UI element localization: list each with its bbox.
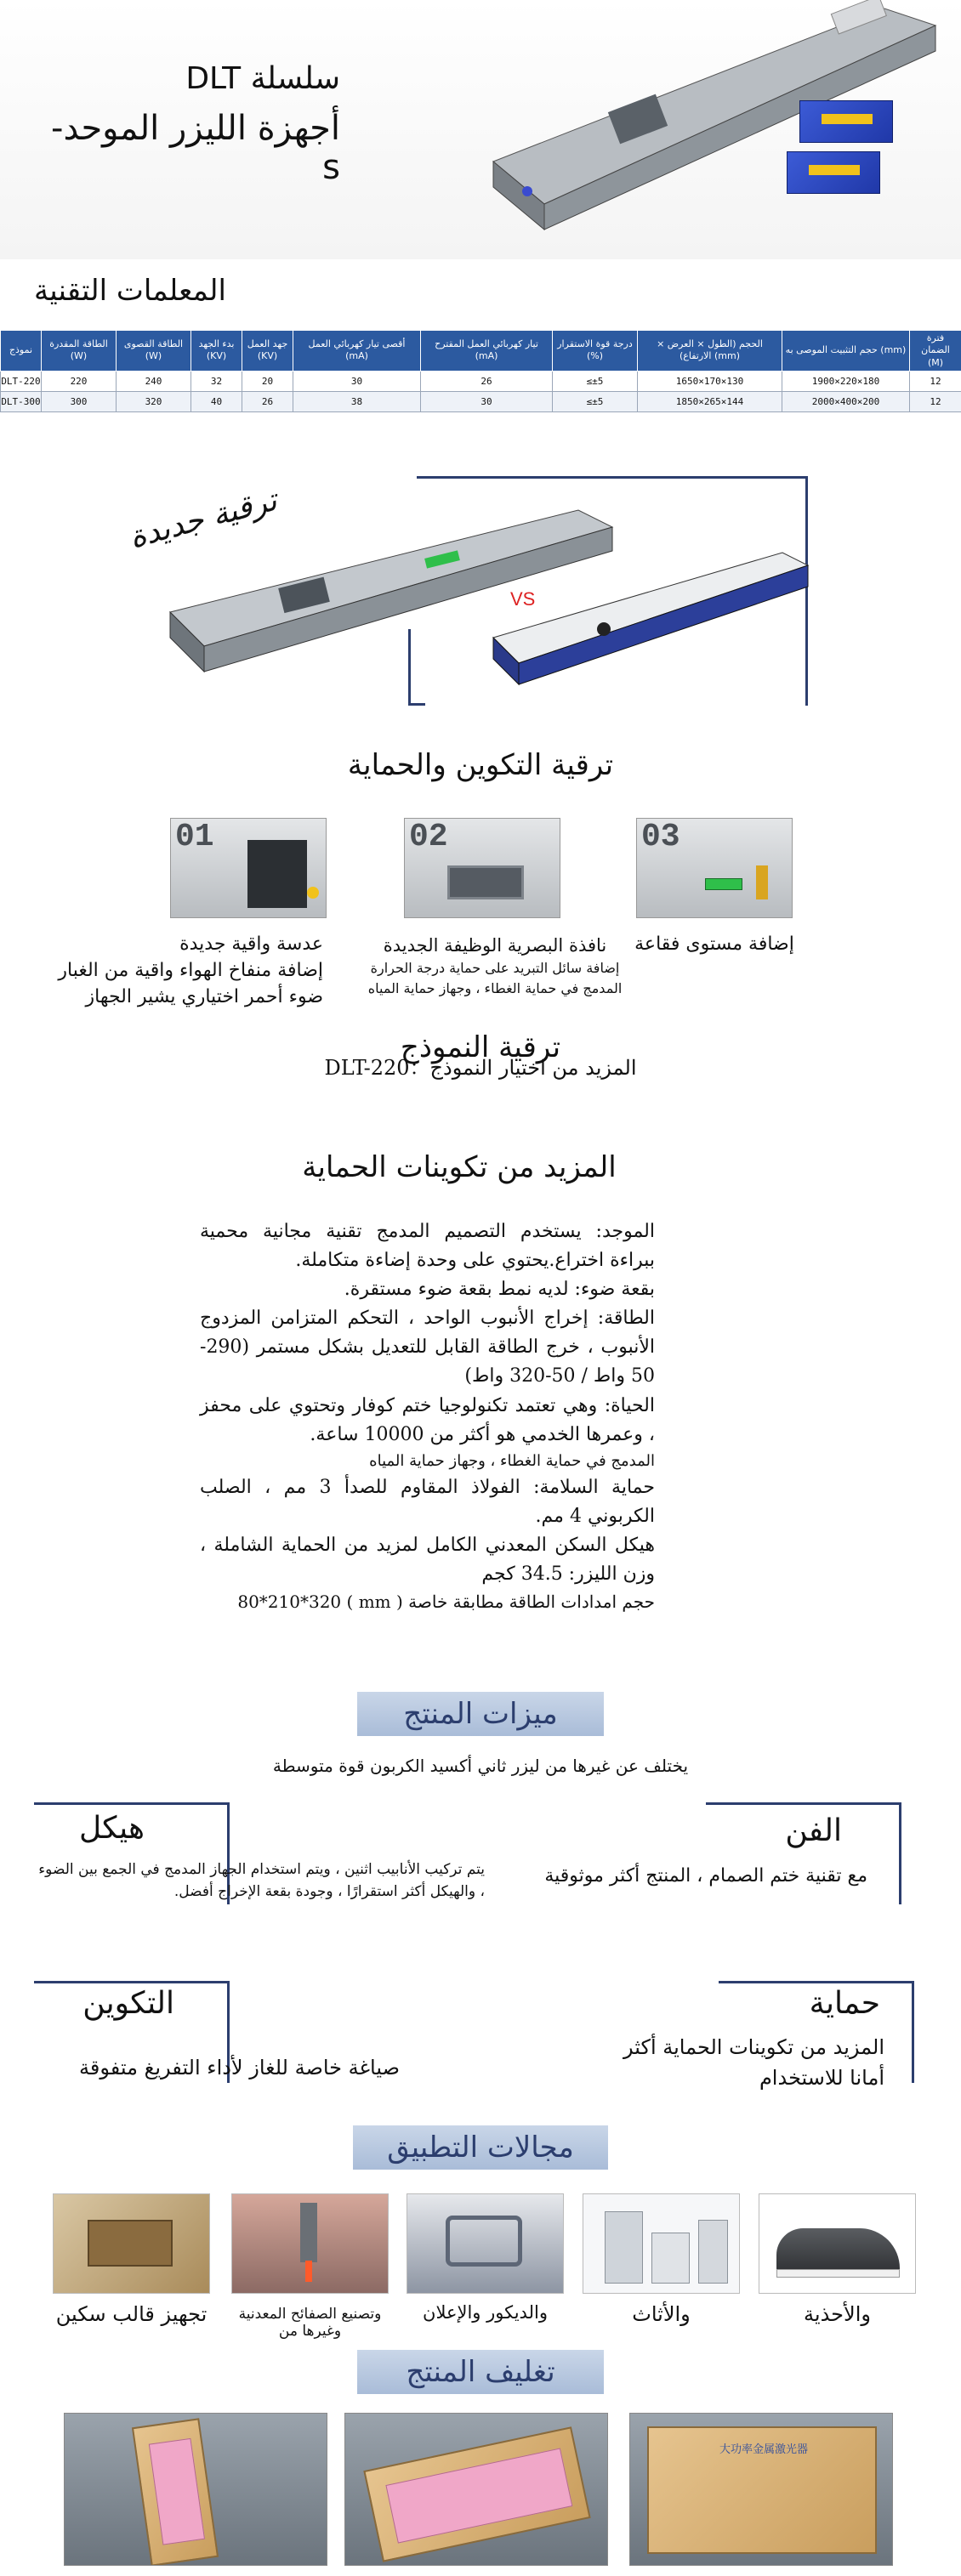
protection-details [200, 1217, 655, 1615]
table-cell: 20 [242, 371, 293, 391]
feature-2-line-2: إضافة سائل التبريد على حماية درجة الحرارة [370, 960, 620, 977]
protection-paragraph: هيكل السكن المعدني الكامل لمزيد من الحماية الشاملة ، وزن الليزر: 34.5 كجم [200, 1534, 655, 1585]
foam-padding-icon [385, 2448, 572, 2543]
protection-paragraph: الحياة: وهي تعتمد تكنولوجيا ختم كوفار وتحتوي على محفز ، وعمرها الخدمي هو أكثر من 10000 ساعة. [200, 1394, 655, 1445]
spec-header: جهد العمل (KV) [242, 331, 293, 372]
open-crate-icon [132, 2418, 219, 2566]
table-cell: 30 [421, 391, 553, 411]
protection-box-text: المزيد من تكوينات الحماية أكثر أمانا للاستخدام [623, 2035, 884, 2090]
shoe-sole-icon [776, 2269, 900, 2278]
connector-icon [756, 865, 768, 899]
table-cell: 1900×220×180 [782, 371, 910, 391]
app-image-shoes [759, 2193, 916, 2294]
cutting-head-icon [300, 2203, 317, 2262]
art-text: مع تقنية ختم الصمام ، المنتج أكثر موثوقية [544, 1865, 867, 1887]
spec-header: نموذج [1, 331, 42, 372]
psu-label [822, 114, 873, 124]
app-image-acrylic [407, 2193, 564, 2294]
packaging-image-1 [64, 2413, 327, 2566]
hero-banner [0, 0, 961, 259]
table-cell: ≤±5 [553, 371, 638, 391]
table-cell: 26 [242, 391, 293, 411]
psu-label [809, 165, 860, 175]
feature-1-line-1: عدسة واقية جديدة [179, 933, 323, 955]
spec-header: درجة قوة الاستقرار (%) [553, 331, 638, 372]
spec-title: المعلمات التقنية [34, 274, 226, 308]
feature-2-text [367, 933, 623, 998]
ac-unit-icon [698, 2220, 728, 2284]
feature-1-line-2: إضافة منفاخ الهواء واقية من الغبار [58, 959, 323, 981]
table-cell: 320 [117, 391, 191, 411]
spec-header: الحجم (الطول × العرض × الارتفاع) (mm) [638, 331, 782, 372]
feature-1-line-3: ضوء أحمر اختياري يشير الجهاز [85, 985, 323, 1007]
acrylic-shape-icon [446, 2216, 522, 2267]
hero-series-title: سلسلة DLT [185, 61, 340, 96]
feature-2-line-1: نافذة البصرية الوظيفة الجديدة [383, 935, 607, 956]
protection-paragraph: المدمج في حماية الغطاء ، وجهاز حماية المياه [369, 1451, 655, 1470]
spec-header: فترة الضمان (M) [910, 331, 961, 372]
long-crate-icon [363, 2426, 590, 2562]
config-upgrade-title: ترقية التكوين والحماية [347, 748, 614, 782]
feature-1-text [17, 932, 323, 1010]
feature-number: 02 [409, 819, 448, 855]
die-board-icon [88, 2220, 173, 2267]
feature-image-2 [404, 818, 560, 918]
table-cell: DLT-220 [1, 371, 42, 391]
protection-paragraph: الطاقة: إخراج الأنبوب الواحد ، التحكم المتزامن المزدوج الأنبوب ، خرج الطاقة القابل للتعديل بشكل مستمر (290-50 واط / 50-320 واط) [200, 1308, 655, 1387]
old-laser-image [476, 544, 816, 697]
table-cell: 38 [293, 391, 421, 411]
feature-image-1 [170, 818, 327, 918]
app-label-shoes: والأحذية [804, 2302, 871, 2326]
protection-title: المزيد من تكوينات الحماية [302, 1150, 617, 1184]
spec-header-row [1, 331, 961, 372]
protection-paragraph: حجم امدادات الطاقة مطابقة خاصة ( mm ) 80*210*320 [237, 1592, 655, 1613]
table-cell: 1850×265×144 [638, 391, 782, 411]
features-banner: ميزات المنتج [357, 1692, 604, 1736]
config-box-text: صياغة خاصة للغاز لأداء التفريغ متفوقة [79, 2056, 400, 2080]
spec-header: بدء الجهد (KV) [191, 331, 242, 372]
table-cell: 1650×170×130 [638, 371, 782, 391]
laser-beam-icon [305, 2261, 312, 2282]
table-cell: 240 [117, 371, 191, 391]
spec-header: الطاقة القصوى (W) [117, 331, 191, 372]
applications-banner: مجالات التطبيق [353, 2125, 608, 2170]
feature-number: 01 [175, 819, 214, 855]
table-row [1, 371, 961, 391]
protection-box-title: حماية [809, 1986, 880, 2021]
table-cell: 220 [42, 371, 117, 391]
spec-table [0, 330, 961, 412]
fitting-icon [307, 887, 319, 899]
shoe-icon [776, 2228, 900, 2275]
packaging-image-2 [344, 2413, 608, 2566]
table-cell: 12 [910, 391, 961, 411]
app-label-furniture: والأثاث [632, 2302, 691, 2326]
art-title: الفن [785, 1813, 842, 1848]
feature-3-text: إضافة مستوى فقاعة [634, 933, 794, 955]
app-image-appliances [583, 2193, 740, 2294]
app-label-decoration: والديكور والإعلان [423, 2302, 548, 2323]
closed-crate-icon [647, 2426, 877, 2554]
feature-number: 03 [641, 819, 680, 855]
table-cell: ≤±5 [553, 391, 638, 411]
foam-padding-icon [149, 2438, 205, 2545]
hero-subtitle: أجهزة الليزر الموحد-s [51, 109, 340, 187]
bubble-level-icon [705, 878, 742, 890]
table-cell: 30 [293, 371, 421, 391]
protection-paragraph: حماية السلامة: الفولاذ المقاوم للصدأ 3 مم ، الصلب الكربوني 4 مم. [200, 1476, 655, 1527]
washer-icon [651, 2233, 690, 2284]
feature-2-line-3: المدمج في حماية الغطاء ، وجهاز حماية المياه [367, 979, 623, 996]
app-label-die-board: تجهيز قالب سكين [55, 2302, 208, 2326]
fridge-icon [605, 2211, 643, 2284]
app-image-die-board [53, 2193, 210, 2294]
app-image-sheet-metal [231, 2193, 389, 2294]
lens-icon [247, 840, 307, 908]
spec-header: تيار كهربائي العمل المقترح (mA) [421, 331, 553, 372]
spec-header: حجم التثبيت الموصى به (mm) [782, 331, 910, 372]
packaging-banner: تغليف المنتج [357, 2350, 604, 2394]
crate-label: 大功率金属激光器 [719, 2443, 808, 2456]
vs-label: VS [510, 588, 536, 610]
protection-paragraph: بقعة ضوء: لديه نمط بقعة ضوء مستقرة. [344, 1279, 655, 1301]
power-supply-image-1 [799, 100, 893, 143]
table-cell: 300 [42, 391, 117, 411]
spec-header: الطاقة المقدرة (W) [42, 331, 117, 372]
app-label-sheet-metal: وتصنيع الصفائح المعدنية وغيرها من [238, 2306, 382, 2340]
structure-title: هيكل [79, 1811, 145, 1846]
model-choice-text: المزيد من اختيار النموذج：DLT-220 [324, 1056, 637, 1080]
table-row [1, 391, 961, 411]
config-box-title: التكوين [82, 1986, 174, 2021]
feature-image-3 [636, 818, 793, 918]
power-supply-image-2 [787, 151, 880, 194]
table-cell: 32 [191, 371, 242, 391]
features-intro: يختلف عن غيرها من ليزر ثاني أكسيد الكربون قوة متوسطة [272, 1756, 689, 1776]
table-cell: 12 [910, 371, 961, 391]
protection-paragraph: الموجد: يستخدم التصميم المدمج تقنية مجانية محمية ببراءة اختراع.يحتوي على وحدة إضاءة متكاملة. [200, 1221, 655, 1272]
packaging-image-3 [629, 2413, 893, 2566]
model-upgrade-title: ترقية النموذج [400, 1030, 561, 1064]
table-cell: 26 [421, 371, 553, 391]
spec-header: أقصى تيار كهربائي العمل (mA) [293, 331, 421, 372]
new-upgrade-label: ترقية جديدة [125, 482, 281, 556]
structure-text: يتم تركيب الأنابيب اثنين ، ويتم استخدام الجهاز المدمج في الجمع بين الضوء ، والهيكل أكثر استقرارًا ، وجودة بقعة الإخراج أفضل. [38, 1861, 485, 1900]
table-cell: 40 [191, 391, 242, 411]
table-cell: DLT-300 [1, 391, 42, 411]
optical-window-icon [447, 865, 524, 899]
table-cell: 2000×400×200 [782, 391, 910, 411]
